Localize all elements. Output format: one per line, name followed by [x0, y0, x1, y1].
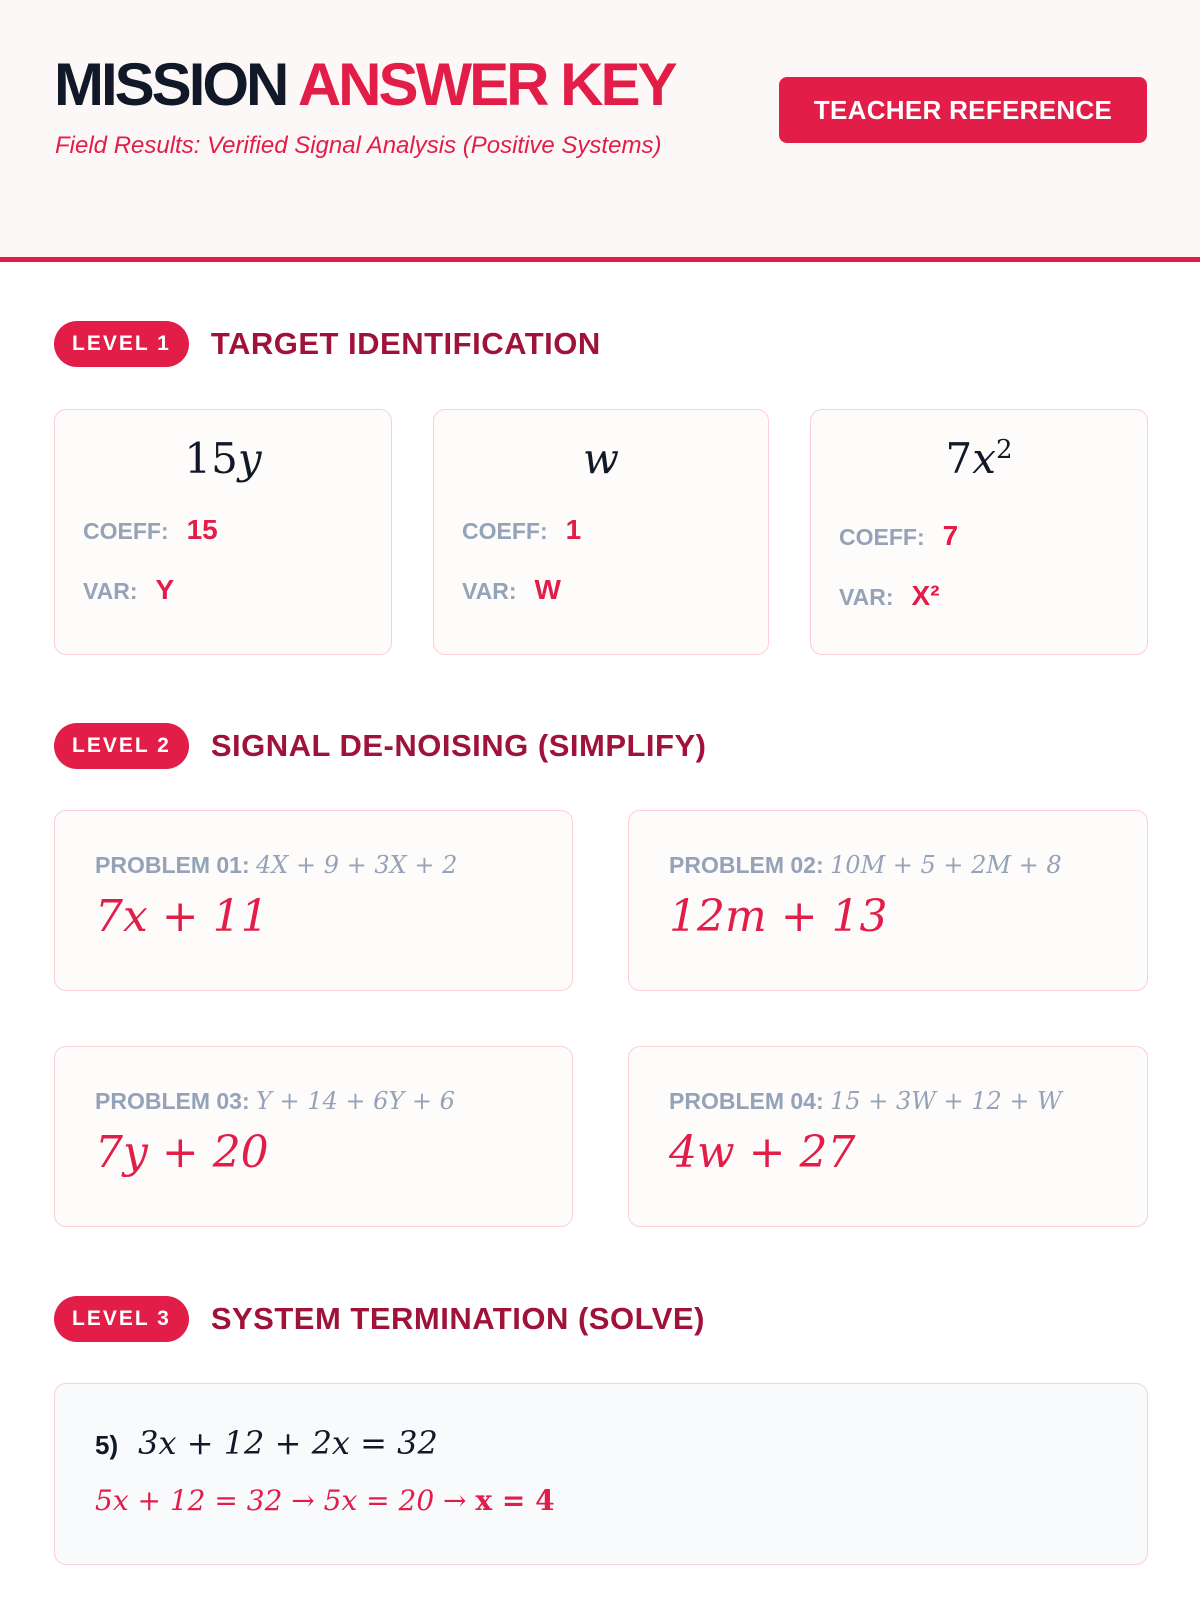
problem-label: PROBLEM 01: 4X + 9 + 3X + 2 — [95, 851, 458, 879]
level-1-badge: LEVEL 1 — [54, 321, 189, 367]
var-row — [83, 574, 174, 606]
teacher-reference-button[interactable]: TEACHER REFERENCE — [779, 77, 1147, 143]
solution-final: x = 4 — [475, 1484, 555, 1517]
problem-card-3 — [54, 1046, 573, 1227]
title-mission: MISSION — [54, 51, 287, 118]
equation-line — [95, 1424, 438, 1462]
problem-answer: 12m + 13 — [669, 891, 888, 942]
problem-expression: 15 + 3W + 12 + W — [830, 1087, 1062, 1115]
level-2-badge: LEVEL 2 — [54, 723, 189, 769]
page-subtitle: Field Results: Verified Signal Analysis (Positive Systems) — [55, 132, 662, 159]
term-card-1 — [54, 409, 392, 655]
level-1-title: TARGET IDENTIFICATION — [210, 326, 601, 361]
level-1-heading — [54, 321, 601, 367]
problem-expression: Y + 14 + 6Y + 6 — [256, 1087, 455, 1115]
solve-card — [54, 1383, 1148, 1565]
coeff-value: 1 — [565, 514, 582, 545]
solution-steps — [95, 1484, 555, 1517]
var-label: VAR: — [839, 584, 894, 610]
problem-expression: 4X + 9 + 3X + 2 — [256, 851, 458, 879]
equation: 3x + 12 + 2x = 32 — [138, 1424, 438, 1462]
problem-card-1 — [54, 810, 573, 991]
var-label: VAR: — [462, 578, 517, 604]
problem-card-2 — [628, 810, 1148, 991]
problem-label: PROBLEM 02: 10M + 5 + 2M + 8 — [669, 851, 1062, 879]
var-value: Y — [155, 574, 175, 605]
coeff-label: COEFF: — [462, 518, 548, 544]
coeff-value: 7 — [942, 520, 959, 551]
problem-number: 5) — [95, 1430, 119, 1460]
coeff-value: 15 — [186, 514, 218, 545]
problem-expression: 10M + 5 + 2M + 8 — [830, 851, 1062, 879]
coeff-row — [462, 514, 581, 546]
level-3-heading — [54, 1296, 705, 1342]
problem-answer: 7x + 11 — [95, 891, 269, 942]
term-expression: 15y — [184, 434, 262, 483]
var-row — [839, 580, 940, 612]
term-expression: $7x^2$ — [945, 434, 1013, 483]
coeff-row — [83, 514, 218, 546]
page-title — [54, 50, 675, 120]
level-2-title: SIGNAL DE-NOISING (SIMPLIFY) — [210, 728, 707, 763]
coeff-row — [839, 520, 958, 552]
level-2-heading — [54, 723, 706, 769]
level-3-title: SYSTEM TERMINATION (SOLVE) — [210, 1301, 705, 1336]
coeff-label: COEFF: — [83, 518, 169, 544]
problem-answer: 4w + 27 — [669, 1127, 856, 1178]
var-label: VAR: — [83, 578, 138, 604]
var-row — [462, 574, 561, 606]
problem-label: PROBLEM 04: 15 + 3W + 12 + W — [669, 1087, 1062, 1115]
title-answer-key: ANSWER KEY — [297, 51, 675, 118]
var-value: W — [534, 574, 561, 605]
solution-work: 5x + 12 = 32 → 5x = 20 → — [95, 1484, 467, 1517]
problem-card-4 — [628, 1046, 1148, 1227]
term-card-2 — [433, 409, 769, 655]
level-3-badge: LEVEL 3 — [54, 1296, 189, 1342]
header — [0, 0, 1200, 262]
term-card-3 — [810, 409, 1148, 655]
problem-answer: 7y + 20 — [95, 1127, 269, 1178]
var-value: X² — [911, 580, 940, 611]
problem-label: PROBLEM 03: Y + 14 + 6Y + 6 — [95, 1087, 455, 1115]
term-expression: w — [583, 434, 619, 483]
coeff-label: COEFF: — [839, 524, 925, 550]
